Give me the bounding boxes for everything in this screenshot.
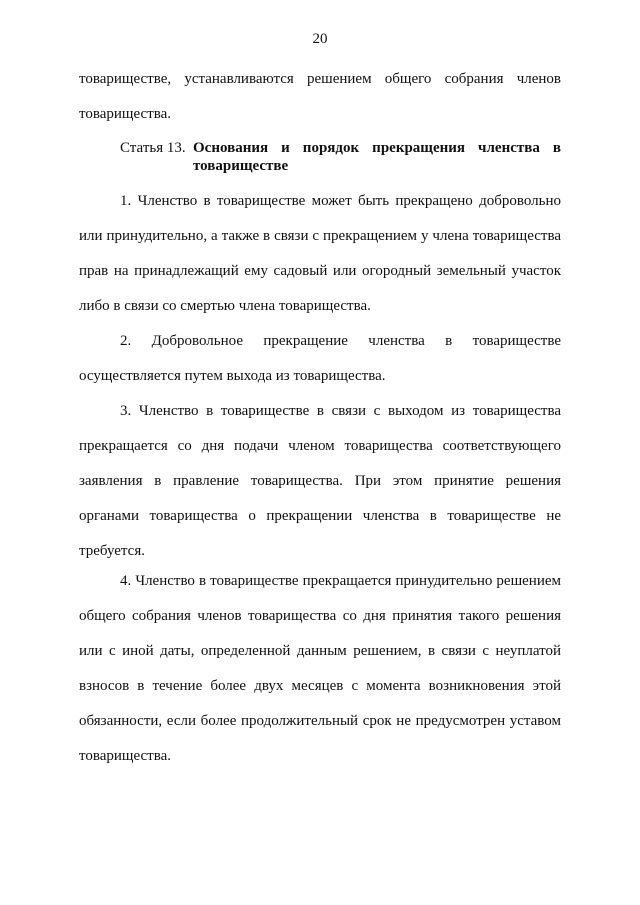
text-line: 2. Добровольное прекращение членства в товариществе <box>120 333 561 349</box>
text-line: товарищества. <box>79 748 172 764</box>
paragraph-4 <box>79 572 561 765</box>
text-line: обязанности, если более продолжительный срок не предусмотрен уставом <box>79 713 561 729</box>
text-line: 1. Членство в товариществе может быть прекращено добровольно <box>120 193 561 209</box>
text-line: 3. Членство в товариществе в связи с выходом из товарищества <box>120 403 561 419</box>
text-line: прав на принадлежащий ему садовый или огородный земельный участок <box>79 263 561 279</box>
paragraph-2 <box>79 332 561 385</box>
paragraph-3 <box>79 402 561 560</box>
article-heading <box>120 139 561 179</box>
text-line: или с иной даты, определенной данным решением, в связи с неуплатой <box>79 643 561 659</box>
text-line: или принудительно, а также в связи с прекращением у члена товарищества <box>79 228 561 244</box>
text-line: взносов в течение более двух месяцев с момента возникновения этой <box>79 678 561 694</box>
page-number: 20 <box>312 31 328 47</box>
text-line: товариществе, устанавливаются решением общего собрания членов <box>79 71 561 87</box>
text-line: общего собрания членов товарищества со дня принятия такого решения <box>79 608 561 624</box>
article-title-line: Основания и порядок прекращения членства в <box>193 140 561 156</box>
text-line: заявления в правление товарищества. При этом принятие решения <box>79 473 561 489</box>
text-line: осуществляется путем выхода из товарищества. <box>79 368 386 384</box>
article-title-line: товариществе <box>193 158 289 174</box>
continuation-text <box>79 70 561 123</box>
text-line: 4. Членство в товариществе прекращается принудительно решением <box>120 573 561 589</box>
article-label: Статья 13. <box>120 140 186 156</box>
text-line: требуется. <box>79 543 145 559</box>
paragraph-1 <box>79 192 561 315</box>
text-line: прекращается со дня подачи членом товарищества соответствующего <box>79 438 561 454</box>
text-line: органами товарищества о прекращении членства в товариществе не <box>79 508 561 524</box>
article-title <box>193 139 561 175</box>
text-line: товарищества. <box>79 106 172 122</box>
text-line: либо в связи со смертью члена товарищества. <box>79 298 371 314</box>
